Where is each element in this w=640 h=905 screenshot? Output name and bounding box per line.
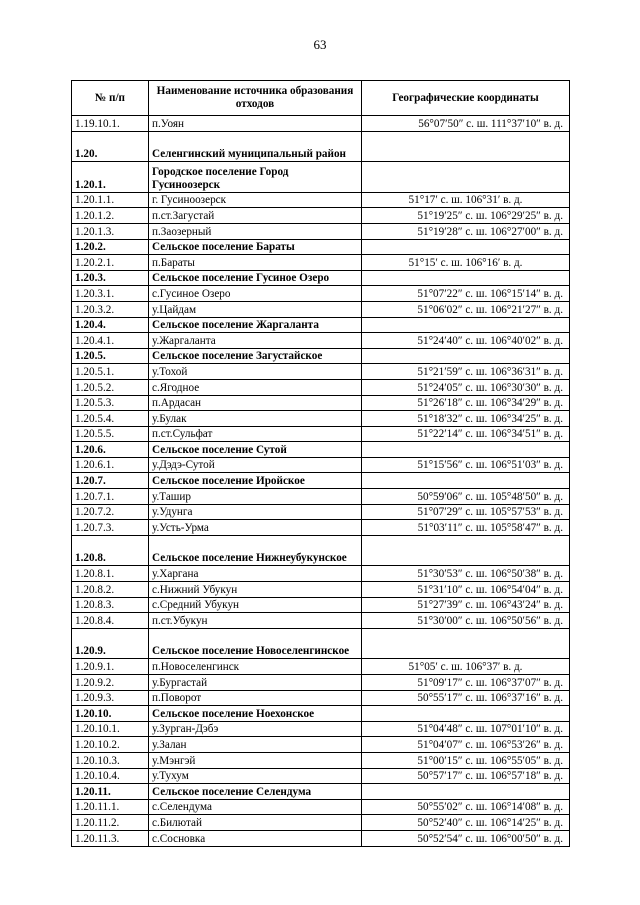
row-number-cell: 1.20.7.	[72, 473, 149, 489]
table-row	[72, 690, 570, 706]
row-number-cell: 1.20.5.4.	[72, 411, 149, 427]
table-section-row	[72, 131, 570, 162]
waste-sources-table	[71, 80, 570, 847]
row-number-cell: 1.20.6.1.	[72, 457, 149, 473]
table-row	[72, 520, 570, 536]
row-name-cell: п.Новоселенгинск	[149, 659, 362, 675]
row-number-cell: 1.20.10.2.	[72, 737, 149, 753]
table-row	[72, 364, 570, 380]
row-name-cell: у.Дэдэ-Сутой	[149, 457, 362, 473]
row-coordinates-cell: 51°00′15″ с. ш. 106°55′05″ в. д.	[362, 752, 570, 768]
row-coordinates-cell: 51°04′48″ с. ш. 107°01′10″ в. д.	[362, 721, 570, 737]
row-coordinates-cell: 56°07′50″ с. ш. 111°37′10″ в. д.	[362, 116, 570, 132]
row-coordinates-cell	[362, 348, 570, 364]
table-row	[72, 737, 570, 753]
row-coordinates-cell: 51°19′25″ с. ш. 106°29′25″ в. д.	[362, 208, 570, 224]
row-name-cell: у.Цайдам	[149, 301, 362, 317]
row-coordinates-cell: 50°57′17″ с. ш. 106°57′18″ в. д.	[362, 768, 570, 784]
row-number-cell: 1.20.1.2.	[72, 208, 149, 224]
row-name-cell: п.ст.Убукун	[149, 613, 362, 629]
row-number-cell: 1.20.9.	[72, 628, 149, 659]
table-row	[72, 504, 570, 520]
table-body	[72, 116, 570, 847]
row-number-cell: 1.20.8.4.	[72, 613, 149, 629]
row-number-cell: 1.20.8.	[72, 535, 149, 566]
row-number-cell: 1.20.5.3.	[72, 395, 149, 411]
row-coordinates-cell: 51°24′05″ с. ш. 106°30′30″ в. д.	[362, 379, 570, 395]
row-number-cell: 1.20.11.3.	[72, 830, 149, 846]
table-row	[72, 457, 570, 473]
row-coordinates-cell: 51°19′28″ с. ш. 106°27′00″ в. д.	[362, 223, 570, 239]
row-name-cell: с.Селендума	[149, 799, 362, 815]
row-coordinates-cell: 51°15′56″ с. ш. 106°51′03″ в. д.	[362, 457, 570, 473]
row-number-cell: 1.20.9.2.	[72, 675, 149, 691]
table-row	[72, 659, 570, 675]
row-coordinates-cell: 51°30′53″ с. ш. 106°50′38″ в. д.	[362, 566, 570, 582]
row-name-cell: у.Бургастай	[149, 675, 362, 691]
table-section-row	[72, 162, 570, 193]
row-name-cell: у.Ташир	[149, 489, 362, 505]
row-name-cell: п.Бараты	[149, 255, 362, 271]
row-name-cell: г. Гусиноозерск	[149, 192, 362, 208]
row-coordinates-cell: 50°55′02″ с. ш. 106°14′08″ в. д.	[362, 799, 570, 815]
row-name-cell: у.Мэнгэй	[149, 752, 362, 768]
row-name-cell: Сельское поселение Бараты	[149, 239, 362, 255]
row-coordinates-cell: 51°03′11″ с. ш. 105°58′47″ в. д.	[362, 520, 570, 536]
row-number-cell: 1.20.5.1.	[72, 364, 149, 380]
row-name-cell: у.Харгана	[149, 566, 362, 582]
row-number-cell: 1.20.5.2.	[72, 379, 149, 395]
row-number-cell: 1.20.3.1.	[72, 286, 149, 302]
row-number-cell: 1.20.1.	[72, 162, 149, 193]
row-coordinates-cell	[362, 706, 570, 722]
row-name-cell: Сельское поселение Нижнеубукунское	[149, 535, 362, 566]
row-name-cell: с.Билютай	[149, 815, 362, 831]
row-name-cell: Сельское поселение Селендума	[149, 784, 362, 800]
row-name-cell: Сельское поселение Новоселенгинское	[149, 628, 362, 659]
row-coordinates-cell: 51°07′22″ с. ш. 106°15′14″ в. д.	[362, 286, 570, 302]
row-coordinates-cell	[362, 473, 570, 489]
table-row	[72, 116, 570, 132]
row-coordinates-cell: 51°04′07″ с. ш. 106°53′26″ в. д.	[362, 737, 570, 753]
table-section-row	[72, 442, 570, 458]
row-coordinates-cell: 50°52′54″ с. ш. 106°00′50″ в. д.	[362, 830, 570, 846]
row-coordinates-cell: 51°21′59″ с. ш. 106°36′31″ в. д.	[362, 364, 570, 380]
row-coordinates-cell: 51°31′10″ с. ш. 106°54′04″ в. д.	[362, 582, 570, 598]
table-row	[72, 255, 570, 271]
table-section-row	[72, 535, 570, 566]
row-coordinates-cell	[362, 535, 570, 566]
row-number-cell: 1.20.2.1.	[72, 255, 149, 271]
row-number-cell: 1.20.	[72, 131, 149, 162]
table-row	[72, 411, 570, 427]
row-name-cell: у.Булак	[149, 411, 362, 427]
row-coordinates-cell: 50°55′17″ с. ш. 106°37′16″ в. д.	[362, 690, 570, 706]
row-name-cell: п.Уоян	[149, 116, 362, 132]
row-number-cell: 1.20.10.3.	[72, 752, 149, 768]
row-name-cell: Сельское поселение Ноехонское	[149, 706, 362, 722]
row-coordinates-cell	[362, 270, 570, 286]
row-number-cell: 1.20.11.1.	[72, 799, 149, 815]
header-number: № п/п	[72, 81, 149, 116]
row-name-cell: с.Нижний Убукун	[149, 582, 362, 598]
table-row	[72, 613, 570, 629]
row-name-cell: Сельское поселение Жаргаланта	[149, 317, 362, 333]
row-number-cell: 1.20.1.1.	[72, 192, 149, 208]
row-coordinates-cell: 51°15′ с. ш. 106°16′ в. д.	[362, 255, 570, 271]
header-row	[72, 81, 570, 116]
row-name-cell: Сельское поселение Сутой	[149, 442, 362, 458]
table-section-row	[72, 239, 570, 255]
row-number-cell: 1.20.1.3.	[72, 223, 149, 239]
table-row	[72, 426, 570, 442]
row-number-cell: 1.20.10.1.	[72, 721, 149, 737]
row-number-cell: 1.20.11.2.	[72, 815, 149, 831]
row-coordinates-cell: 51°24′40″ с. ш. 106°40′02″ в. д.	[362, 333, 570, 349]
row-number-cell: 1.20.11.	[72, 784, 149, 800]
row-number-cell: 1.20.10.	[72, 706, 149, 722]
table-row	[72, 597, 570, 613]
table-row	[72, 768, 570, 784]
row-coordinates-cell: 51°30′00″ с. ш. 106°50′56″ в. д.	[362, 613, 570, 629]
row-number-cell: 1.20.7.1.	[72, 489, 149, 505]
table-section-row	[72, 317, 570, 333]
row-name-cell: у.Залан	[149, 737, 362, 753]
page-number: 63	[313, 37, 327, 52]
row-name-cell: п.ст.Загустай	[149, 208, 362, 224]
table-row	[72, 566, 570, 582]
row-coordinates-cell: 50°59′06″ с. ш. 105°48′50″ в. д.	[362, 489, 570, 505]
row-name-cell: с.Ягодное	[149, 379, 362, 395]
row-coordinates-cell	[362, 162, 570, 193]
row-coordinates-cell: 51°18′32″ с. ш. 106°34′25″ в. д.	[362, 411, 570, 427]
row-number-cell: 1.20.4.1.	[72, 333, 149, 349]
row-coordinates-cell	[362, 784, 570, 800]
table-row	[72, 582, 570, 598]
row-coordinates-cell: 51°17′ с. ш. 106°31′ в. д.	[362, 192, 570, 208]
row-coordinates-cell	[362, 628, 570, 659]
table-row	[72, 752, 570, 768]
row-number-cell: 1.20.5.	[72, 348, 149, 364]
row-coordinates-cell: 51°27′39″ с. ш. 106°43′24″ в. д.	[362, 597, 570, 613]
table-row	[72, 489, 570, 505]
row-name-cell: Сельское поселение Иройское	[149, 473, 362, 489]
row-coordinates-cell: 51°09′17″ с. ш. 106°37′07″ в. д.	[362, 675, 570, 691]
row-name-cell: у.Зурган-Дэбэ	[149, 721, 362, 737]
row-number-cell: 1.20.3.2.	[72, 301, 149, 317]
table-section-row	[72, 348, 570, 364]
row-number-cell: 1.20.3.	[72, 270, 149, 286]
table-row	[72, 223, 570, 239]
table-section-row	[72, 473, 570, 489]
table-row	[72, 333, 570, 349]
table-section-row	[72, 270, 570, 286]
table-section-row	[72, 628, 570, 659]
row-name-cell: Сельское поселение Загустайское	[149, 348, 362, 364]
row-number-cell: 1.20.9.1.	[72, 659, 149, 675]
row-coordinates-cell: 50°52′40″ с. ш. 106°14′25″ в. д.	[362, 815, 570, 831]
row-number-cell: 1.20.5.5.	[72, 426, 149, 442]
row-number-cell: 1.20.6.	[72, 442, 149, 458]
row-number-cell: 1.20.8.3.	[72, 597, 149, 613]
row-number-cell: 1.20.10.4.	[72, 768, 149, 784]
row-name-cell: у.Удунга	[149, 504, 362, 520]
row-name-cell: у.Усть-Урма	[149, 520, 362, 536]
table-row	[72, 208, 570, 224]
row-number-cell: 1.20.4.	[72, 317, 149, 333]
row-coordinates-cell	[362, 317, 570, 333]
table-row	[72, 379, 570, 395]
row-name-cell: у.Тухум	[149, 768, 362, 784]
row-name-cell: с.Гусиное Озеро	[149, 286, 362, 302]
row-name-cell: с.Средний Убукун	[149, 597, 362, 613]
row-number-cell: 1.20.7.3.	[72, 520, 149, 536]
table-row	[72, 675, 570, 691]
row-coordinates-cell: 51°06′02″ с. ш. 106°21′27″ в. д.	[362, 301, 570, 317]
row-coordinates-cell: 51°26′18″ с. ш. 106°34′29″ в. д.	[362, 395, 570, 411]
row-number-cell: 1.20.8.1.	[72, 566, 149, 582]
table-section-row	[72, 784, 570, 800]
row-name-cell: п.Заозерный	[149, 223, 362, 239]
row-name-cell: п.Поворот	[149, 690, 362, 706]
table-row	[72, 286, 570, 302]
table-row	[72, 395, 570, 411]
row-number-cell: 1.20.8.2.	[72, 582, 149, 598]
row-number-cell: 1.20.7.2.	[72, 504, 149, 520]
table-row	[72, 815, 570, 831]
table-header	[72, 81, 570, 116]
table-row	[72, 192, 570, 208]
header-coordinates: Географические координаты	[362, 81, 570, 116]
row-name-cell: Городское поселение Город Гусиноозерск	[149, 162, 362, 193]
row-name-cell: Селенгинский муниципальный район	[149, 131, 362, 162]
header-source-name: Наименование источника образования отходов	[149, 81, 362, 116]
row-coordinates-cell	[362, 239, 570, 255]
row-name-cell: Сельское поселение Гусиное Озеро	[149, 270, 362, 286]
row-coordinates-cell	[362, 131, 570, 162]
row-name-cell: п.ст.Сульфат	[149, 426, 362, 442]
table-row	[72, 830, 570, 846]
row-name-cell: у.Жаргаланта	[149, 333, 362, 349]
table-row	[72, 301, 570, 317]
row-number-cell: 1.19.10.1.	[72, 116, 149, 132]
table-section-row	[72, 706, 570, 722]
row-coordinates-cell: 51°22′14″ с. ш. 106°34′51″ в. д.	[362, 426, 570, 442]
row-number-cell: 1.20.2.	[72, 239, 149, 255]
row-name-cell: с.Сосновка	[149, 830, 362, 846]
row-name-cell: п.Ардасан	[149, 395, 362, 411]
row-number-cell: 1.20.9.3.	[72, 690, 149, 706]
table-row	[72, 799, 570, 815]
row-name-cell: у.Тохой	[149, 364, 362, 380]
row-coordinates-cell	[362, 442, 570, 458]
table-row	[72, 721, 570, 737]
row-coordinates-cell: 51°07′29″ с. ш. 105°57′53″ в. д.	[362, 504, 570, 520]
row-coordinates-cell: 51°05′ с. ш. 106°37′ в. д.	[362, 659, 570, 675]
